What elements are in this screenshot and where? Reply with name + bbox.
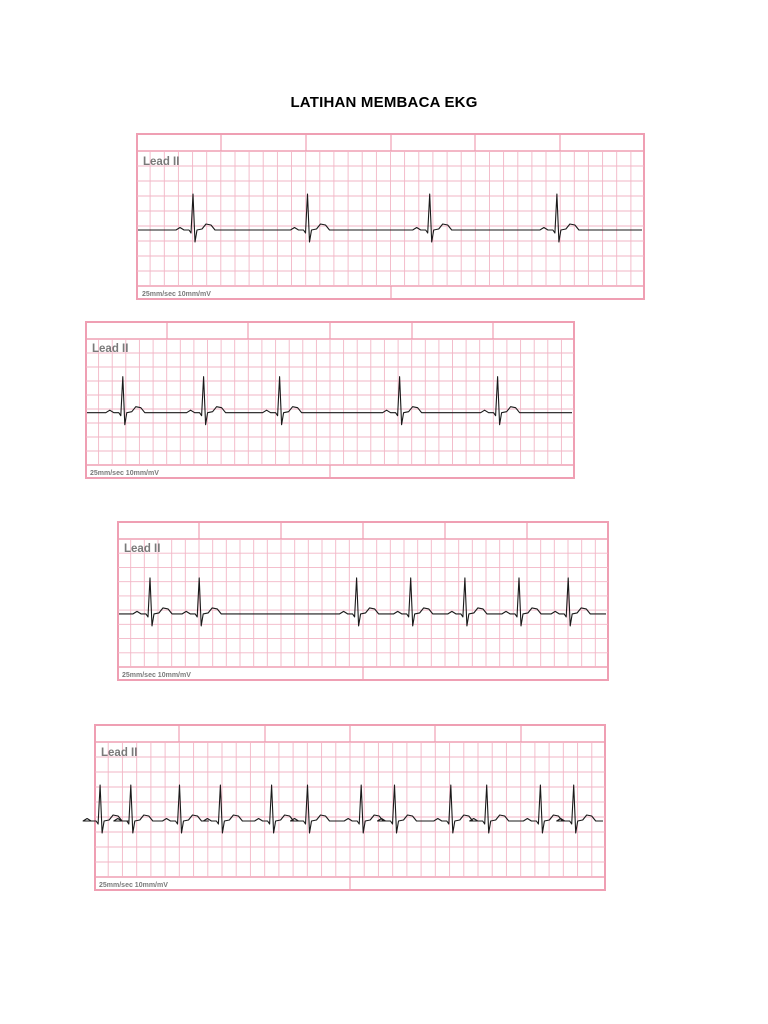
ekg-strip-1 <box>136 133 645 300</box>
ecg-trace <box>83 785 603 833</box>
speed-label: 25mm/sec 10mm/mV <box>90 470 159 477</box>
ecg-trace <box>138 194 642 242</box>
grid-paper <box>95 725 605 890</box>
lead-label: Lead II <box>143 156 180 168</box>
grid-paper <box>118 522 608 680</box>
ecg-trace <box>87 377 572 425</box>
grid-paper <box>137 134 644 299</box>
document-title: LATIHAN MEMBACA EKG <box>290 94 478 111</box>
speed-label: 25mm/sec 10mm/mV <box>122 672 191 679</box>
ecg-trace <box>119 578 606 626</box>
ekg-strip-2 <box>85 321 575 479</box>
speed-label: 25mm/sec 10mm/mV <box>142 291 211 298</box>
ekg-strip-3 <box>117 521 609 681</box>
lead-label: Lead II <box>101 747 138 759</box>
ekg-strip-4 <box>94 724 606 891</box>
speed-label: 25mm/sec 10mm/mV <box>99 882 168 889</box>
lead-label: Lead II <box>92 343 129 355</box>
grid-paper <box>86 322 574 478</box>
lead-label: Lead II <box>124 543 161 555</box>
